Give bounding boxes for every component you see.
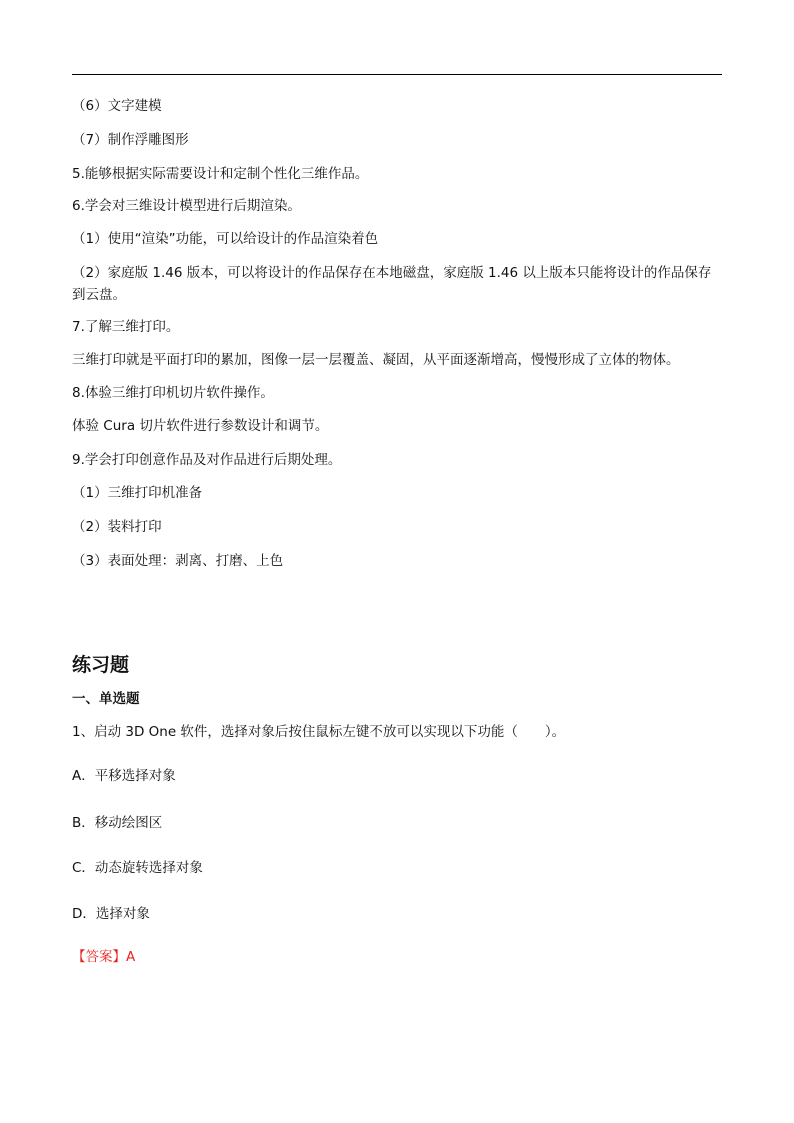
header-rule [72, 74, 722, 75]
list-item: （1）三维打印机准备 [72, 485, 203, 501]
list-item: （1）使用“渲染”功能，可以给设计的作品渲染着色 [72, 231, 379, 247]
list-item: （6）文字建模 [72, 98, 162, 114]
option-b: B．移动绘图区 [72, 815, 163, 831]
paragraph: 体验 Cura 切片软件进行参数设计和调节。 [72, 418, 329, 434]
exercise-title: 练习题 [72, 654, 130, 676]
paragraph: 5.能够根据实际需要设计和定制个性化三维作品。 [72, 166, 369, 182]
paragraph: 6.学会对三维设计模型进行后期渲染。 [72, 198, 301, 214]
paragraph: 7.了解三维打印。 [72, 319, 180, 335]
list-item: （3）表面处理：剥离、打磨、上色 [72, 553, 284, 569]
paragraph: 9.学会打印创意作品及对作品进行后期处理。 [72, 452, 342, 468]
list-item: （2）装料打印 [72, 519, 162, 535]
paragraph: 8.体验三维打印机切片软件操作。 [72, 385, 274, 401]
option-c: C．动态旋转选择对象 [72, 860, 203, 876]
list-item: （7）制作浮雕图形 [72, 132, 189, 148]
question-text: 1、启动 3D One 软件，选择对象后按住鼠标左键不放可以实现以下功能（ ）。 [72, 724, 566, 740]
option-a: A．平移选择对象 [72, 768, 176, 784]
option-d: D．选择对象 [72, 906, 150, 922]
answer-label: 【答案】A [72, 949, 136, 965]
section-heading: 一、单选题 [72, 691, 140, 707]
paragraph: 三维打印就是平面打印的累加，图像一层一层覆盖、凝固，从平面逐渐增高，慢慢形成了立体的物体。 [72, 352, 680, 368]
list-item: （2）家庭版 1.46 版本，可以将设计的作品保存在本地磁盘，家庭版 1.46 以上版本只能将设计的作品保存到云盘。 [72, 265, 712, 303]
